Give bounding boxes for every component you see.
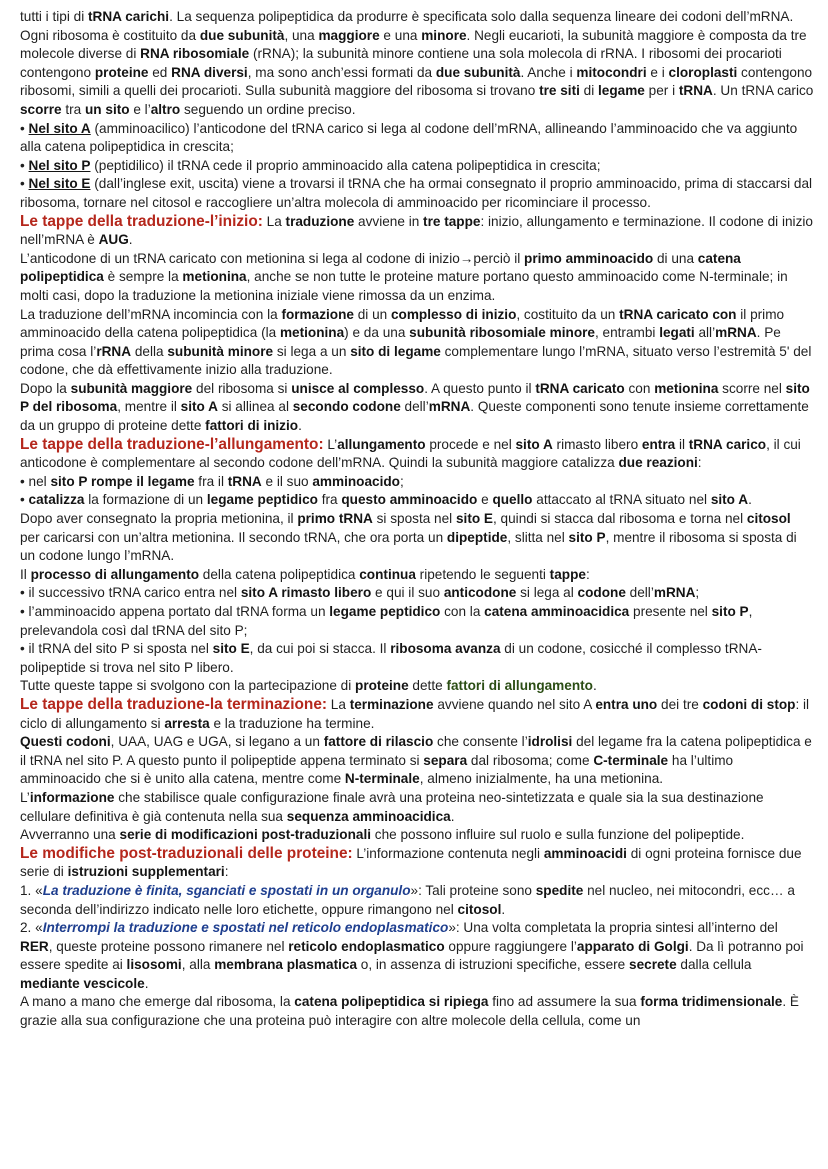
paragraph-mano-a-mano: A mano a mano che emerge dal ribosoma, la catena polipeptidica si ripiega fino ad assumere la sua forma tridimensionale. È grazie alla sua configurazione che una proteina può interagire con altre molecole della cellula, come un [20, 994, 799, 1029]
heading-allungamento: Le tappe della traduzione-l’allungamento: [20, 435, 324, 453]
paragraph-dopo-metionina: Dopo aver consegnato la propria metionina, il primo tRNA si sposta nel sito E, quindi si stacca dal ribosoma e torna nel citosol per caricarsi con un’altra metionina. Il secondo tRNA, che ora porta un dipeptide, slitta nel sito P, mentre il ribosoma si sposta di un codone lungo l’mRNA. [20, 511, 797, 564]
list-item-sito-e: • Nel sito E (dall’inglese exit, uscita) viene a trovarsi il tRNA che ha ormai consegnato il proprio amminoacido, prima di staccarsi dal ribosoma, tornare nel citosol e raccogliere un’altra molecola di amminoacido per ricominciare il processo. [20, 176, 813, 210]
section-terminazione: Le tappe della traduzione-la terminazione: La terminazione avviene quando nel sito A entra uno dei tre codoni di stop: il ciclo di allungamento si arresta e la traduzione ha termine. [20, 695, 810, 731]
heading-inizio: Le tappe della traduzione-l’inizio: [20, 212, 263, 230]
list-item-sito-p: • Nel sito P (peptidilico) il tRNA cede il proprio amminoacido alla catena polipeptidica in crescita; [20, 157, 601, 173]
list-item-tappa-3: • il tRNA del sito P si sposta nel sito E, da cui poi si stacca. Il ribosoma avanza di un codone, cosicché il complesso tRNA-polipeptide si trova nel sito P libero. [20, 641, 762, 675]
paragraph-avverranno: Avverranno una serie di modificazioni post-traduzionali che possono influire sul ruolo e sulla funzione del polipeptide. [20, 827, 745, 843]
list-item-istruzione-2: 2. «Interrompi la traduzione e spostati nel reticolo endoplasmatico»: Una volta completata la propria sintesi all’interno del RER, queste proteine possono rimanere nel reticolo endoplasmatico oppure raggiungere l’apparato di Golgi. Da lì potranno poi essere spedite ai lisosomi, alla membrana plasmatica o, in assenza di istruzioni specifiche, essere secrete dalla cellula mediante vescicole. [20, 920, 804, 991]
list-item-reazione-2: • catalizza la formazione di un legame peptidico fra questo amminoacido e quello attaccato al tRNA situato nel sito A. [20, 492, 752, 508]
paragraph-subunita-maggiore: Dopo la subunità maggiore del ribosoma si unisce al complesso. A questo punto il tRNA caricato con metionina scorre nel sito P del ribosoma, mentre il sito A si allinea al secondo codone dell’mRNA. Queste componenti sono tenute insieme correttamente da un gruppo di proteine dette fattori di inizio. [20, 380, 810, 434]
list-item-tappa-2: • l’amminoacido appena portato dal tRNA forma un legame peptidico con la catena amminoacidica presente nel sito P, prelevandola così dal tRNA del sito P; [20, 604, 753, 638]
section-allungamento: Le tappe della traduzione-l’allungamento: L’allungamento procede e nel sito A rimasto libero entra il tRNA carico, il cui anticodone è complementare al secondo codone dell’mRNA. Quindi la subunità maggiore catalizza due reazioni: [20, 435, 801, 471]
paragraph-processo: Il processo di allungamento della catena polipeptidica continua ripetendo le seguenti tappe: [20, 566, 590, 582]
section-modifiche: Le modifiche post-traduzionali delle proteine: L’informazione contenuta negli amminoacidi di ogni proteina fornisce due serie di istruzioni supplementari: [20, 844, 802, 880]
paragraph-tutte-tappe: Tutte queste tappe si svolgono con la partecipazione di proteine dette fattori di allungamento. [20, 678, 597, 694]
list-item-istruzione-1: 1. «La traduzione è finita, sganciati e spostati in un organulo»: Tali proteine sono spedite nel nucleo, nei mitocondri, ecc… a seconda dell’indirizzo indicato nelle loro etichette, oppure rimangono nel citosol. [20, 882, 795, 917]
paragraph-codoni-stop: Questi codoni, UAA, UAG e UGA, si legano a un fattore di rilascio che consente l’idrolisi del legame fra la catena polipeptidica e il tRNA nel sito P. A questo punto il polipeptide appena terminato si separa dal ribosoma; come C-terminale ha l’ultimo amminoacido che si è unito alla catena, mentre come N-terminale, almeno inizialmente, ha una metionina. [20, 734, 812, 787]
list-item-sito-a: • Nel sito A (amminoacilico) l’anticodone del tRNA carico si lega al codone dell’mRNA, allineando l’amminoacido che va aggiunto alla catena polipeptidica in crescita; [20, 120, 798, 155]
list-item-reazione-1: • nel sito P rompe il legame fra il tRNA e il suo amminoacido; [20, 473, 404, 489]
paragraph-complesso-inizio: La traduzione dell’mRNA incomincia con la formazione di un complesso di inizio, costituito da un tRNA caricato con il primo amminoacido della catena polipeptidica (la metionina) e da una subunità ribosomiale minore, entrambi legati all’mRNA. Pe prima cosa l’rRNA della subunità minore si lega a un sito di legame complementare lungo l’mRNA, situato verso l’estremità 5' del codone, che dà effettivamente inizio alla traduzione. [20, 306, 812, 378]
heading-modifiche: Le modifiche post-traduzionali delle proteine: [20, 844, 353, 862]
paragraph-anticodone: L’anticodone di un tRNA caricato con metionina si lega al codone di inizio→perciò il primo amminoacido di una catena polipeptidica è sempre la metionina, anche se non tutte le proteine mature portano questo amminoacido come N-terminale; in molti casi, dopo la traduzione la metionina iniziale viene rimossa da un enzima. [20, 250, 788, 303]
section-inizio: Le tappe della traduzione-l’inizio: La traduzione avviene in tre tappe: inizio, allungamento e terminazione. Il codone di inizio nell’mRNA è AUG. [20, 212, 813, 248]
paragraph-trna-carichi: tutti i tipi di tRNA carichi. La sequenza polipeptidica da produrre è specificata solo dalla sequenza lineare dei codoni dell’mRNA. [20, 9, 794, 24]
paragraph-ribosoma: Ogni ribosoma è costituito da due subunità, una maggiore e una minore. Negli eucarioti, la subunità maggiore è composta da tre molecole diverse di RNA ribosomiale (rRNA); la subunità minore contiene una sola molecola di rRNA. I ribosomi dei procarioti contengono proteine ed RNA diversi, ma sono anch’essi formati da due subunità. Anche i mitocondri e i cloroplasti contengono ribosomi, simili a quelli dei procarioti. Sulla subunità maggiore del ribosoma si trovano tre siti di legame per i tRNA. Un tRNA carico scorre tra un sito e l’altro seguendo un ordine preciso. [20, 27, 814, 117]
list-item-tappa-1: • il successivo tRNA carico entra nel sito A rimasto libero e qui il suo anticodone si lega al codone dell’mRNA; [20, 585, 700, 601]
heading-terminazione: Le tappe della traduzione-la terminazione: [20, 695, 328, 713]
paragraph-informazione: L’informazione che stabilisce quale configurazione finale avrà una proteina neo-sintetizzata e quale sia la sua destinazione cellulare definitiva è già contenuta nella sua sequenza amminoacidica. [20, 789, 764, 824]
